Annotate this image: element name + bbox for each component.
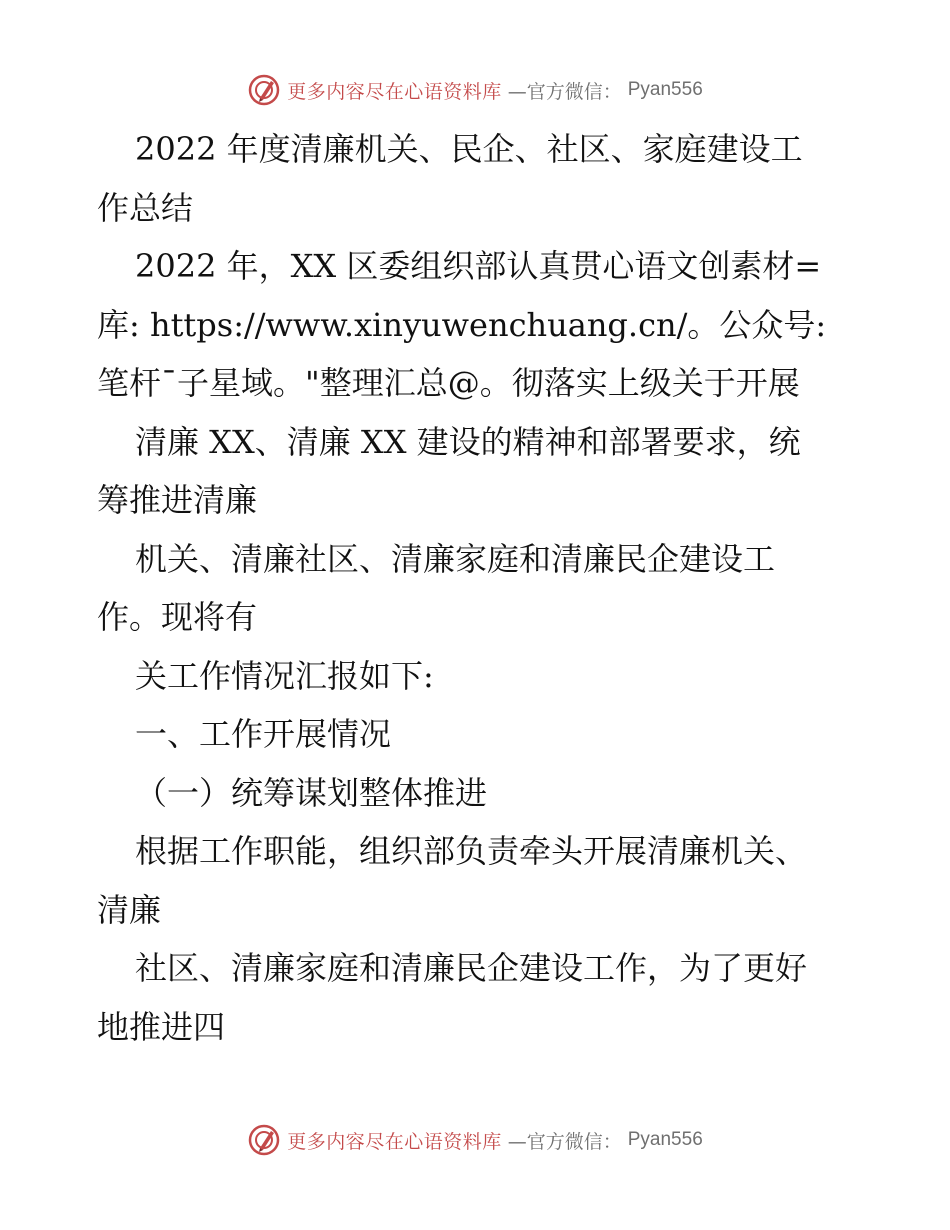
subsection-heading: （一）统筹谋划整体推进	[135, 773, 488, 812]
official-label: —官方微信：	[507, 80, 622, 103]
paragraph-line: 筹推进清廉	[97, 481, 258, 519]
paragraph-line: 关工作情况汇报如下:	[135, 656, 434, 695]
brand-logo-icon	[247, 1123, 281, 1157]
section-heading: 一、工作开展情况	[135, 715, 392, 753]
document-title-line-1: 2022 年度清廉机关、民企、社区、家庭建设工	[135, 130, 803, 168]
brand-text: 更多内容尽在心语资料库	[287, 1130, 502, 1153]
document-title-line-2: 作总结	[97, 188, 194, 227]
paragraph-line: 地推进四	[97, 1007, 226, 1046]
watermark-banner-bottom	[0, 1120, 950, 1160]
wechat-account: Pyan556	[627, 1129, 703, 1150]
document-body	[97, 120, 857, 1056]
paragraph-line: 根据工作职能，组织部负责牵头开展清廉机关、	[135, 832, 808, 870]
paragraph-line: 机关、清廉社区、清廉家庭和清廉民企建设工	[135, 539, 776, 578]
paragraph-line: 库: https://www.xinyuwenchuang.cn/。公众号:	[97, 305, 827, 344]
wechat-account: Pyan556	[627, 79, 703, 100]
watermark-banner-top	[0, 70, 950, 110]
paragraph-line: 2022 年，XX 区委组织部认真贯心语文创素材=	[135, 247, 822, 285]
brand-logo-icon	[247, 73, 281, 107]
paragraph-line: 清廉 XX、清廉 XX 建设的精神和部署要求，统	[135, 422, 801, 461]
paragraph-line: 笔杆¯子星域。"整理汇总@。彻落实上级关于开展	[97, 364, 800, 402]
official-label: —官方微信：	[507, 1130, 622, 1153]
paragraph-line: 清廉	[97, 890, 162, 929]
paragraph-line: 作。现将有	[97, 598, 258, 636]
brand-text: 更多内容尽在心语资料库	[287, 80, 502, 103]
paragraph-line: 社区、清廉家庭和清廉民企建设工作，为了更好	[135, 949, 808, 987]
